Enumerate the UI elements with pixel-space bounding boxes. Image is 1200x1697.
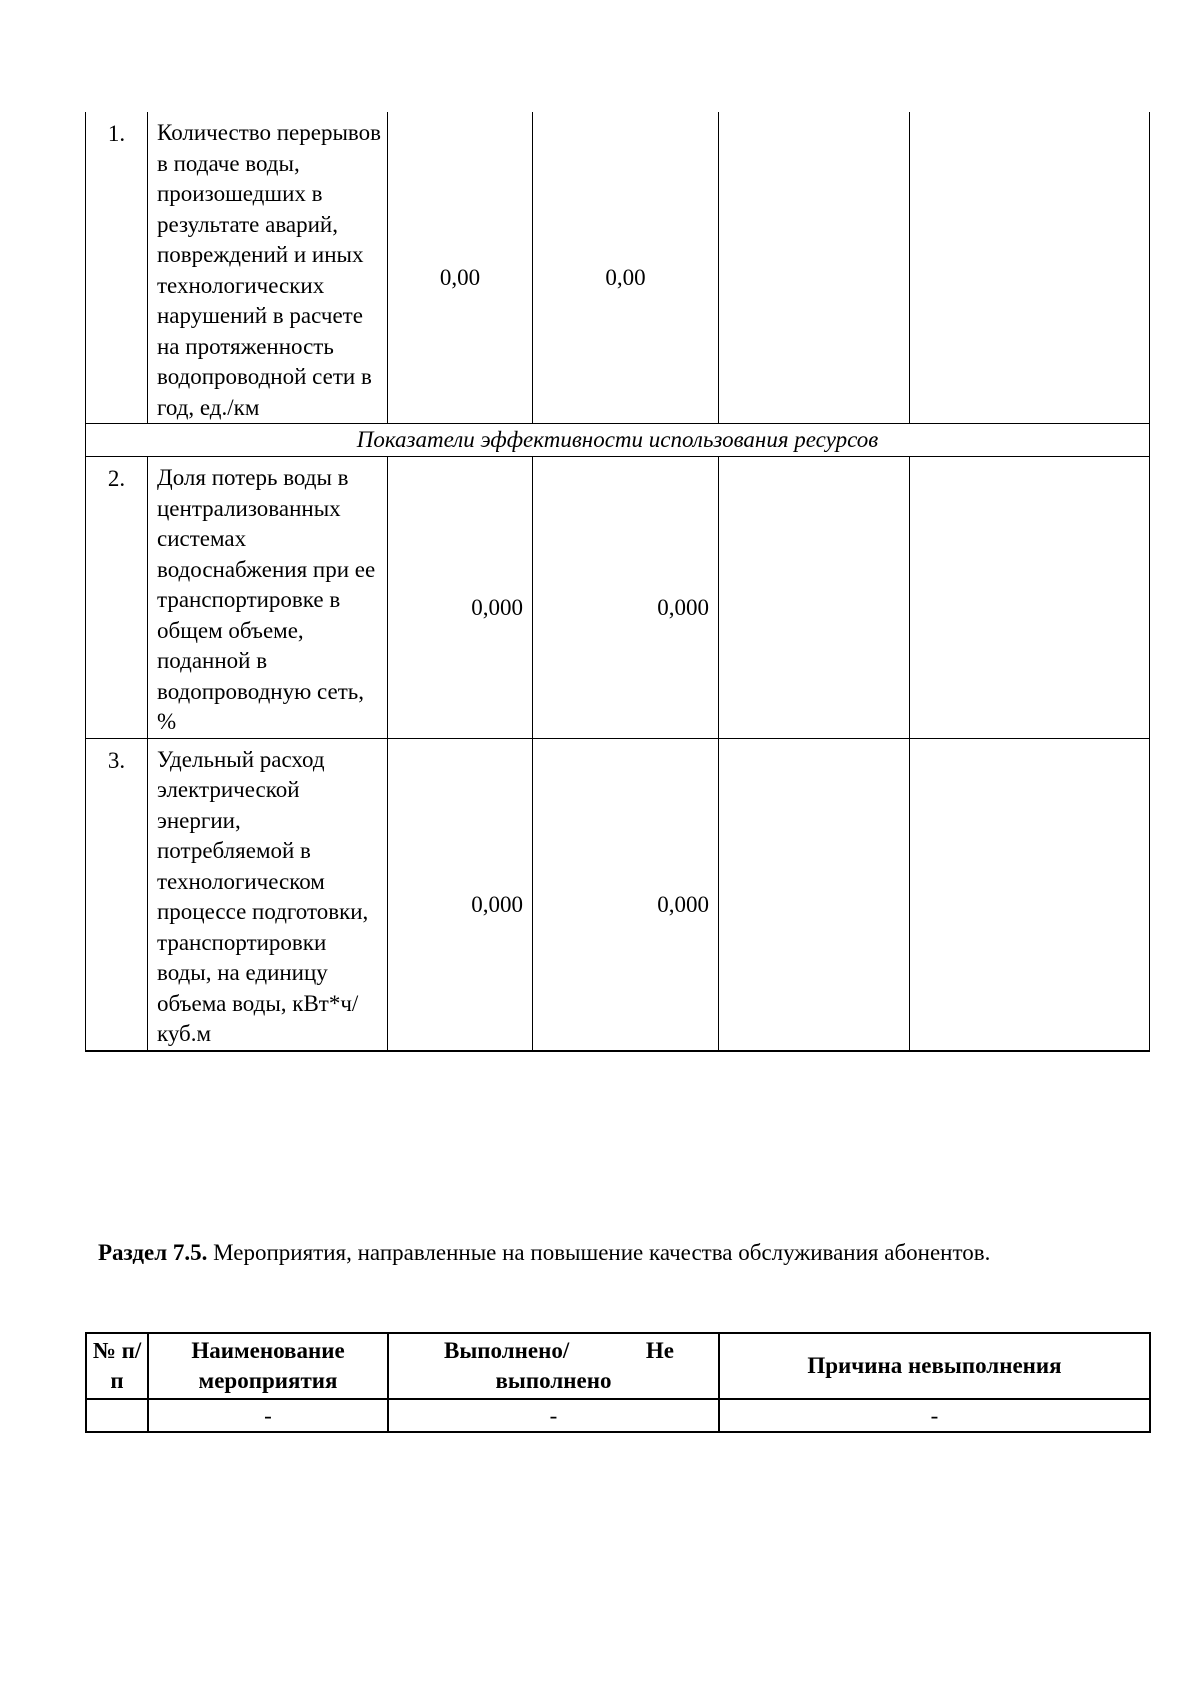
indicators-table <box>85 112 1150 1052</box>
empty-cell <box>910 457 1150 739</box>
row-number: 3. <box>86 738 148 1051</box>
column-header-name: Наименование мероприятия <box>148 1333 388 1399</box>
table-row <box>86 1399 1150 1432</box>
indicator-name: Удельный расход электрической энергии, потребляемой в технологическом процессе подготовки, транспортировки воды, на единицу объема воды, кВт*ч/куб.м <box>148 738 388 1051</box>
measures-table <box>85 1332 1151 1433</box>
indicator-value-1: 0,00 <box>388 112 533 424</box>
section-heading <box>98 1238 998 1268</box>
column-header-status-part: выполнено <box>495 1368 612 1393</box>
section-heading-number: Раздел 7.5. <box>98 1240 208 1265</box>
row-number <box>86 1399 148 1432</box>
column-header-status-part: Выполнено/ <box>444 1338 570 1363</box>
indicator-value-1: 0,000 <box>388 457 533 739</box>
column-header-reason: Причина невыполнения <box>719 1333 1150 1399</box>
measure-name: - <box>148 1399 388 1432</box>
section-heading-text: Мероприятия, направленные на повышение качества обслуживания абонентов. <box>207 1240 991 1265</box>
section-row <box>86 424 1150 457</box>
indicator-value-2: 0,000 <box>533 738 719 1051</box>
indicator-value-2: 0,000 <box>533 457 719 739</box>
column-header-status-part: Не <box>645 1338 674 1363</box>
empty-cell <box>719 112 910 424</box>
column-header-number: № п/п <box>86 1333 148 1399</box>
indicator-value-1: 0,000 <box>388 738 533 1051</box>
measure-reason: - <box>719 1399 1150 1432</box>
indicator-name: Доля потерь воды в централизованных системах водоснабжения при ее транспортировке в общем объеме, поданной в водопроводную сеть, % <box>148 457 388 739</box>
table-row <box>86 457 1150 739</box>
row-number: 1. <box>86 112 148 424</box>
empty-cell <box>719 738 910 1051</box>
column-header-status <box>388 1333 719 1399</box>
measure-status: - <box>388 1399 719 1432</box>
table-row <box>86 112 1150 424</box>
indicator-name: Количество перерывов в подаче воды, произошедших в результате аварий, повреждений и иных технологических нарушений в расчете на протяженность водопроводной сети в год, ед./км <box>148 112 388 424</box>
empty-cell <box>910 112 1150 424</box>
indicator-value-2: 0,00 <box>533 112 719 424</box>
empty-cell <box>719 457 910 739</box>
table-row <box>86 738 1150 1051</box>
table-header-row <box>86 1333 1150 1399</box>
row-number: 2. <box>86 457 148 739</box>
empty-cell <box>910 738 1150 1051</box>
section-label: Показатели эффективности использования ресурсов <box>86 424 1150 457</box>
